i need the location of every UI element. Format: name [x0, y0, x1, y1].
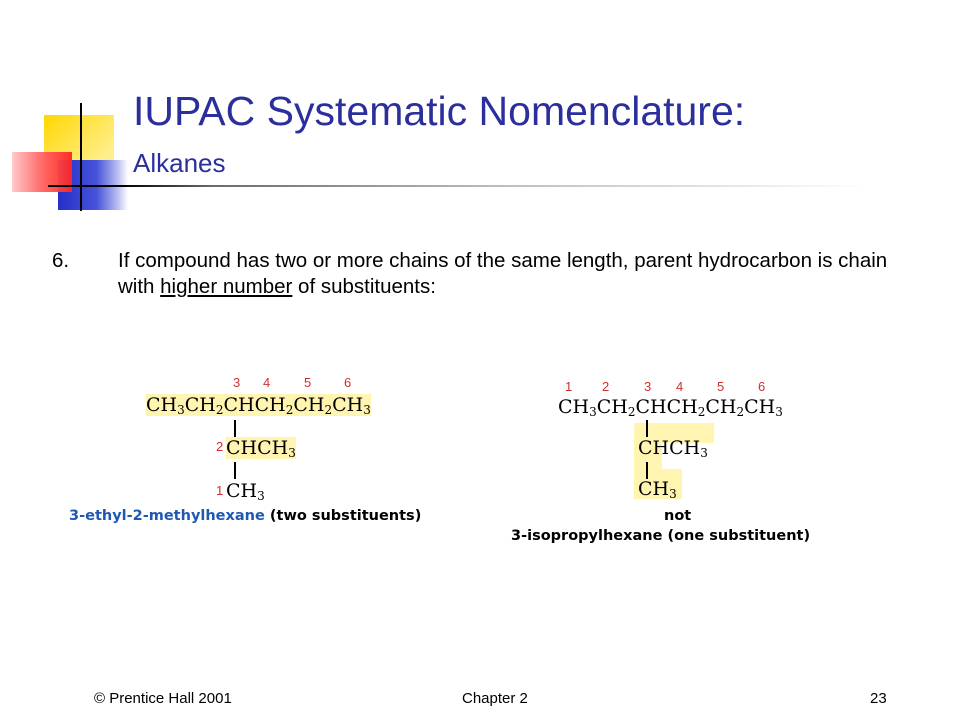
locant-left-6: 6: [344, 375, 352, 390]
slide-subtitle: Alkanes: [133, 148, 226, 178]
right-branch-ch3: $CH_3$: [638, 478, 677, 501]
locant-right-1: 1: [565, 379, 573, 394]
locant-left-5: 5: [304, 375, 312, 390]
footer-copyright: © Prentice Hall 2001: [94, 690, 232, 707]
locant-right-2: 2: [602, 379, 610, 394]
rule-text-before: If compound has two or more chains of the same length, parent hydrocarbon is chain with: [118, 249, 888, 298]
footer-chapter: Chapter 2: [462, 690, 528, 707]
rule-text-after: of substituents:: [292, 275, 436, 298]
right-caption: 3-isopropylhexane (one substituent): [511, 528, 811, 544]
right-bond-upper: [646, 420, 648, 437]
locant-left-3: 3: [233, 375, 241, 390]
slide-title: IUPAC Systematic Nomenclature:: [133, 88, 746, 134]
right-bond-lower: [646, 462, 648, 479]
locant-right-4: 4: [676, 379, 684, 394]
left-caption-name: 3-ethyl-2-methylhexane: [69, 508, 265, 524]
left-main-chain: $CH_3CH_2CHCH_2CH_2CH_3$: [146, 394, 371, 417]
not-label: not: [664, 508, 692, 524]
left-bond-lower: [234, 462, 236, 479]
rule-number: 6.: [52, 249, 70, 272]
locant-right-3: 3: [644, 379, 652, 394]
left-branch-ch3: $CH_3$: [226, 480, 265, 503]
structure-figure: [0, 365, 960, 565]
left-bond-upper: [234, 420, 236, 437]
footer-page-number: 23: [870, 690, 887, 707]
vertical-rule-decoration: [80, 103, 82, 211]
left-caption-note: (two substituents): [269, 508, 422, 524]
left-caption: [69, 508, 421, 524]
right-branch-chch3: $CHCH_3$: [638, 437, 708, 460]
locant-left-1: 1: [216, 483, 224, 498]
title-underline-rule: [48, 185, 870, 187]
locant-right-5: 5: [717, 379, 725, 394]
locant-left-2: 2: [216, 439, 224, 454]
locant-right-6: 6: [758, 379, 766, 394]
rule-text: [118, 248, 888, 300]
rule-text-underlined: higher number: [160, 275, 293, 298]
right-main-chain: $CH_3CH_2CHCH_2CH_2CH_3$: [558, 396, 783, 419]
locant-left-4: 4: [263, 375, 271, 390]
left-branch-chch3: $CHCH_3$: [226, 437, 296, 460]
